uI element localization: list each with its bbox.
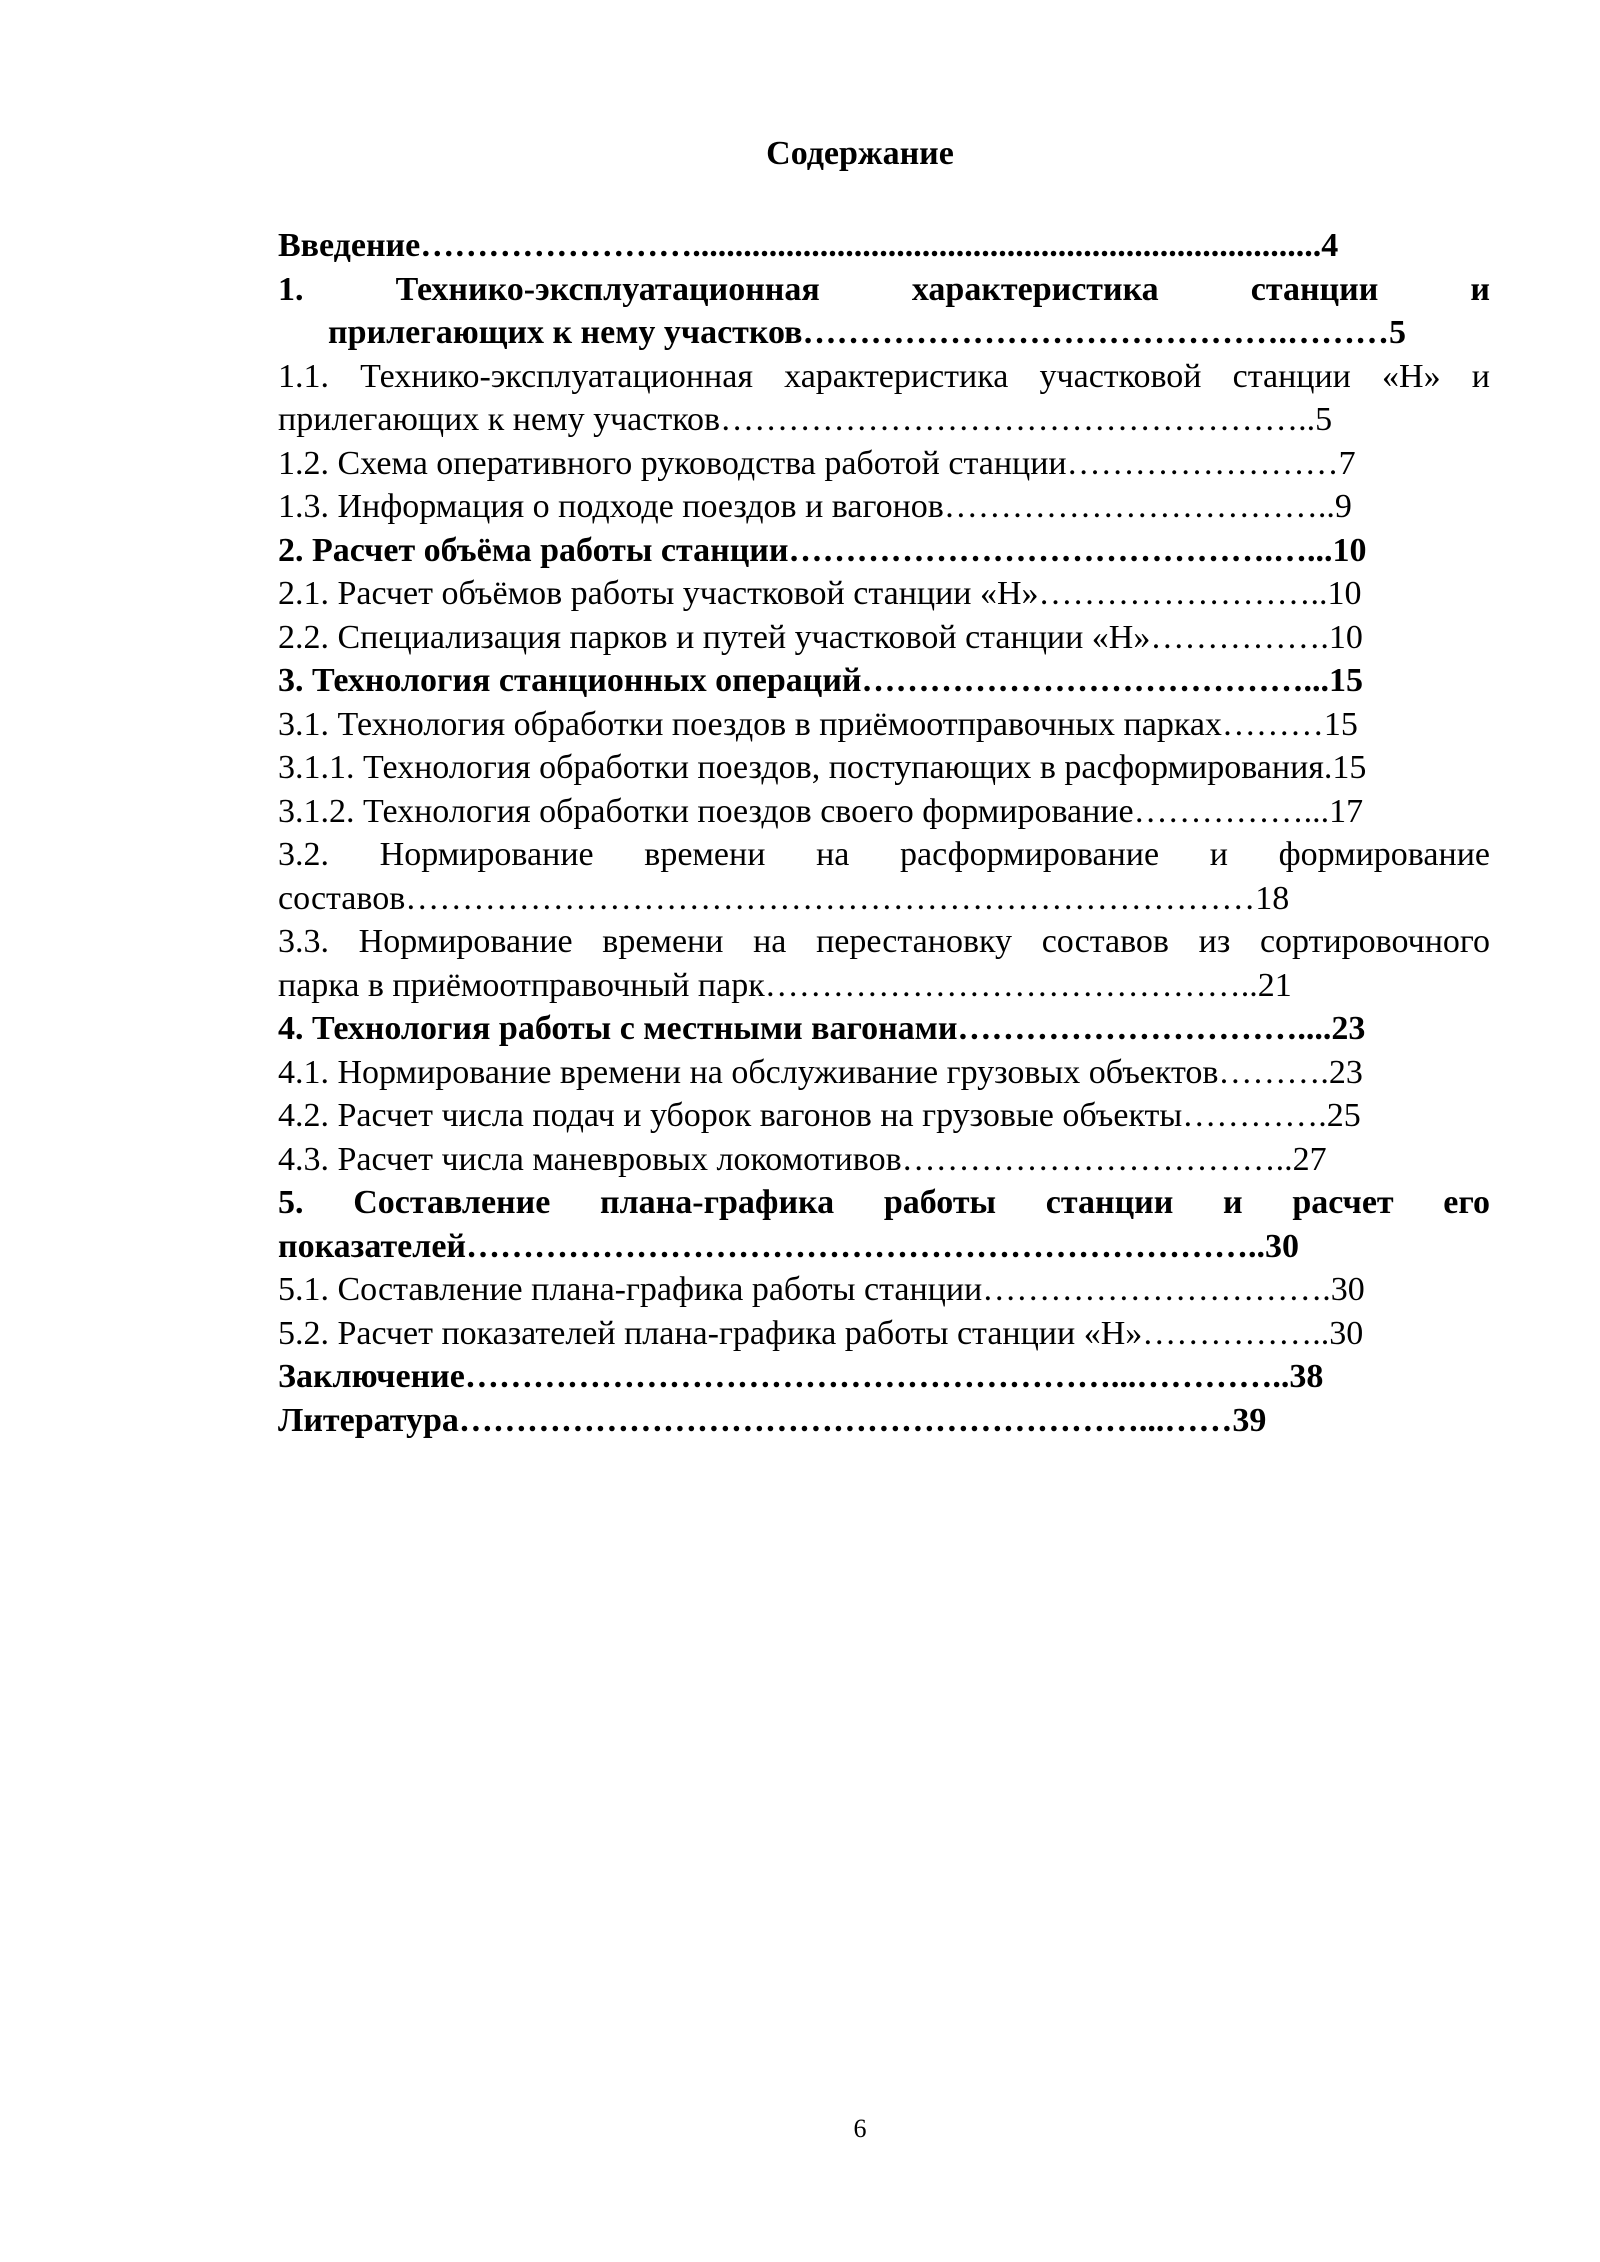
toc-line: 3.1.2. Технология обработки поездов своего формирование……………...17 <box>278 792 1364 830</box>
toc-line: 2. Расчет объёма работы станции…………………………………….…...10 <box>278 531 1367 569</box>
toc-line: прилегающих к нему участков……………………………………………..5 <box>278 401 1333 438</box>
toc-line: 3.1. Технология обработки поездов в приёмоотправочных парках………15 <box>278 705 1358 743</box>
toc-line: 2.2. Специализация парков и путей участковой станции «Н»…………….10 <box>278 618 1363 656</box>
toc-line: 4.3. Расчет числа маневровых локомотивов……………………………..27 <box>278 1140 1327 1178</box>
toc-line: 5. Составление плана-графика работы станции и расчет его <box>278 1184 1490 1221</box>
table-of-contents <box>278 224 1490 1442</box>
toc-line: 3.2. Нормирование времени на расформирование и формирование <box>278 836 1490 873</box>
toc-line: Заключение…………………………………………………...…………..38 <box>278 1358 1324 1395</box>
toc-line: 4. Технология работы с местными вагонами…………………………....23 <box>278 1010 1366 1047</box>
toc-line: 3. Технология станционных операций…………………………………...15 <box>278 662 1363 699</box>
toc-line: Введение……………………..........................................................................4 <box>278 227 1339 264</box>
toc-line: парка в приёмоотправочный парк……………………………………..21 <box>278 966 1292 1004</box>
toc-line: 1.3. Информация о подходе поездов и вагонов……………………………..9 <box>278 488 1352 525</box>
toc-line: 3.1.1. Технология обработки поездов, поступающих в расформирования.15 <box>278 749 1367 786</box>
toc-line: 5.1. Составление плана-графика работы станции………………………….30 <box>278 1271 1365 1308</box>
page-number: 6 <box>853 2114 867 2143</box>
toc-line: 1.2. Схема оперативного руководства работой станции……………………7 <box>278 444 1356 482</box>
toc-line: Литература……………………………………………………...……39 <box>278 1401 1267 1439</box>
toc-line: 1. Технико-эксплуатационная характеристика станции и <box>278 270 1490 308</box>
toc-line: 4.2. Расчет числа подач и уборок вагонов на грузовые объекты………….25 <box>278 1097 1361 1134</box>
toc-line: 2.1. Расчет объёмов работы участковой станции «Н»……………………..10 <box>278 575 1362 612</box>
page-title: Содержание <box>766 135 954 172</box>
toc-line: составов…………………………………………………………………18 <box>278 879 1290 917</box>
toc-line: 3.3. Нормирование времени на перестановку составов из сортировочного <box>278 923 1490 960</box>
toc-line: показателей……………………………………………………………..30 <box>278 1227 1299 1265</box>
toc-line: 1.1. Технико-эксплуатационная характеристика участковой станции «Н» и <box>278 357 1490 395</box>
toc-line: 4.1. Нормирование времени на обслуживание грузовых объектов……….23 <box>278 1053 1363 1091</box>
toc-line: 5.2. Расчет показателей плана-графика работы станции «Н»……………..30 <box>278 1314 1364 1352</box>
toc-line: прилегающих к нему участков…………………………………….………5 <box>328 314 1407 351</box>
